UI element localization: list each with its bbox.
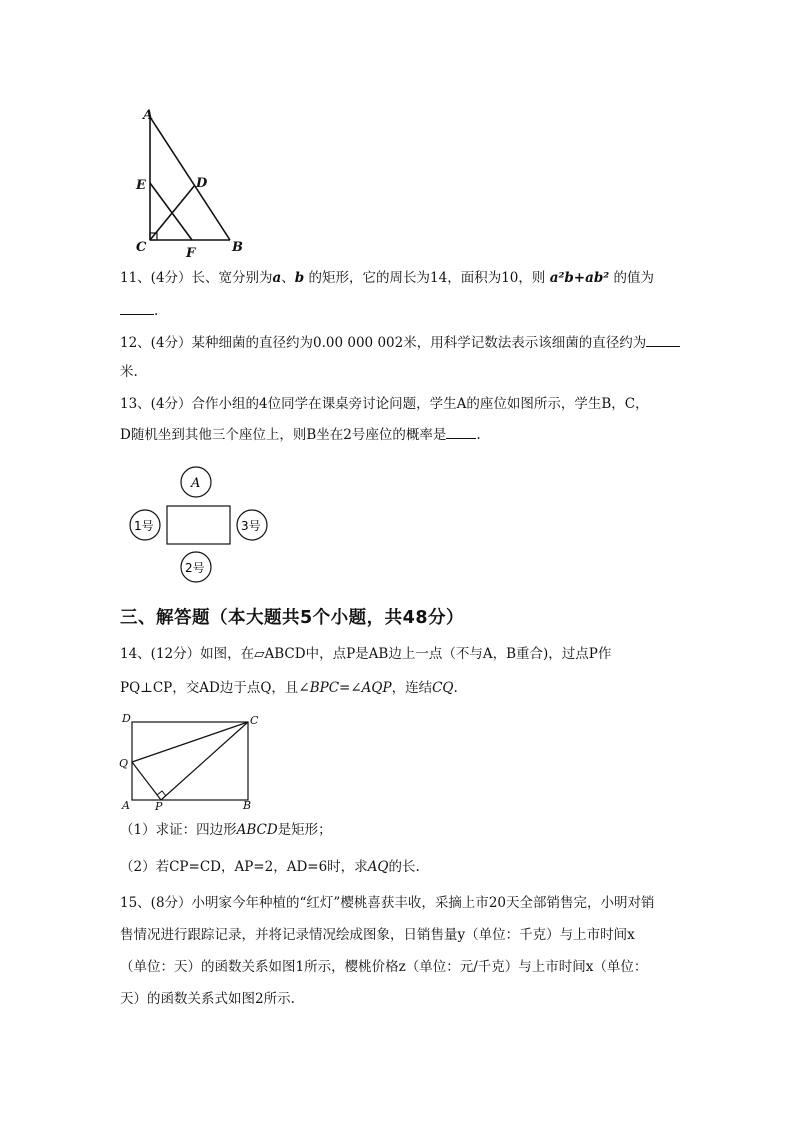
section-heading: 三、解答题（本大题共5个小题，共48分）	[120, 608, 465, 628]
q14-sub1: （1）求证：四边形ABCD是矩形；	[120, 822, 332, 838]
seat-2-label: 2号	[185, 561, 205, 575]
q15-line3: （单位：天）的函数关系如图1所示，樱桃价格z（单位：元/千克）与上市时间x（单位：	[120, 959, 648, 975]
label-b: B	[232, 240, 243, 255]
label-a: A	[143, 108, 154, 123]
q14-line1: 14、(12分）如图，在▱ABCD中，点P是AB边上一点（不与A，B重合)，过点P作	[120, 646, 612, 662]
answer-blank	[120, 300, 154, 315]
label-p: P	[155, 800, 163, 813]
label-c: C	[250, 714, 259, 727]
q15-line2: 售情况进行跟踪记录，并将记录情况绘成图象，日销售量y（单位：千克）与上市时间x	[120, 927, 635, 943]
segment-qc	[132, 722, 248, 762]
answer-blank	[646, 332, 680, 347]
label-d: D	[122, 712, 131, 725]
triangle-figure	[130, 105, 255, 260]
q11-expression: a²b+ab²	[549, 270, 610, 286]
rectangle-figure	[115, 710, 265, 815]
segment-pc	[161, 722, 248, 800]
seat-1-label: 1号	[134, 519, 154, 533]
label-a: A	[122, 799, 130, 812]
segment-qp	[132, 762, 161, 800]
seats-figure	[125, 464, 275, 584]
q12-line2: 米.	[120, 364, 138, 380]
label-c: C	[136, 240, 147, 255]
desk-rectangle	[167, 506, 230, 544]
right-angle-mark	[157, 791, 166, 796]
q13-line2: D随机坐到其他三个座位上，则B坐在2号座位的概率是 .	[120, 424, 481, 445]
q15-line4: 天）的函数关系式如图2所示.	[120, 991, 295, 1007]
q11-line1: 11、(4分）长、宽分别为a、b 的矩形，它的周长为14，面积为10，则 a²b+ab² 的值为	[120, 270, 655, 286]
label-e: E	[136, 178, 146, 193]
q15-line1: 15、(8分）小明家今年种植的“红灯”樱桃喜获丰收，采摘上市20天全部销售完，小明对销	[120, 895, 655, 911]
label-q: Q	[119, 757, 129, 770]
q13-line1: 13、(4分）合作小组的4位同学在课桌旁讨论问题，学生A的座位如图所示，学生B，C，	[120, 396, 649, 412]
label-f: F	[186, 246, 196, 260]
segment-ab	[150, 117, 230, 240]
q12-line1: 12、(4分）某种细菌的直径约为0.00 000 002米，用科学记数法表示该细菌的直径约为	[120, 332, 680, 353]
q14-line2: PQ⊥CP，交AD边于点Q，且∠BPC=∠AQP，连结CQ.	[120, 680, 458, 696]
q14-sub2: （2）若CP=CD，AP=2，AD=6时，求AQ的长.	[120, 859, 420, 875]
answer-blank	[446, 424, 476, 439]
q11-line2: .	[120, 300, 158, 321]
seat-a-label: A	[191, 476, 201, 491]
label-d: D	[196, 176, 208, 191]
seat-3-label: 3号	[241, 519, 261, 533]
angle-condition: ∠BPC=∠AQP	[298, 680, 392, 696]
label-b: B	[243, 799, 252, 812]
rect-abcd	[132, 722, 248, 800]
